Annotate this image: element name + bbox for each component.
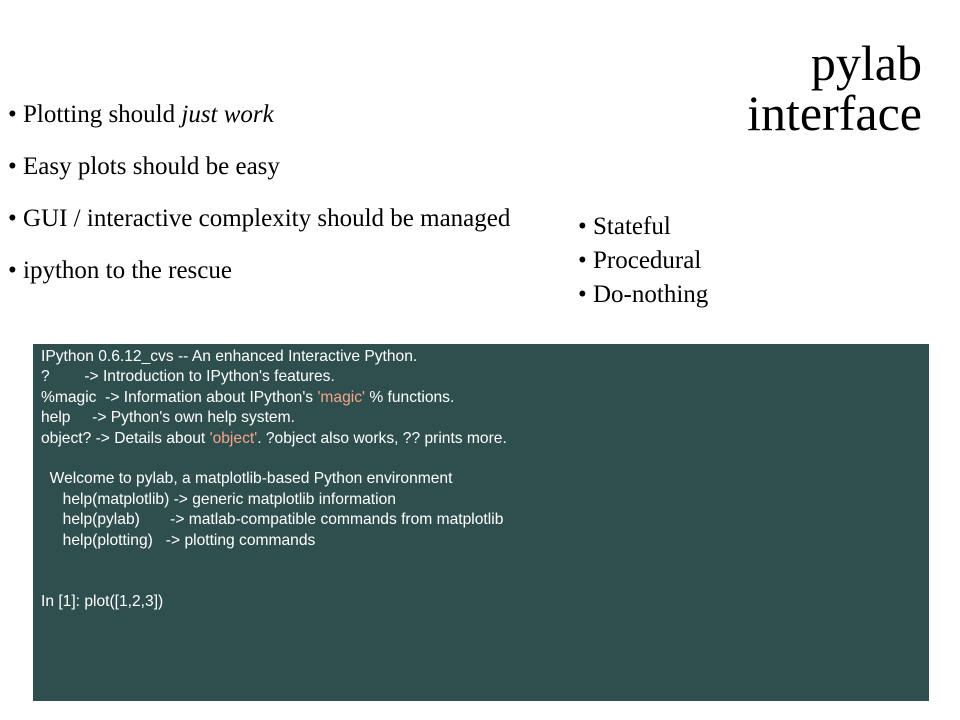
property-bullet-list <box>578 210 708 312</box>
terminal-object-line <box>41 429 929 449</box>
terminal-blank-line <box>41 449 929 469</box>
terminal-help-line: help -> Python's own help system. <box>41 409 295 427</box>
terminal-help-matplotlib-line: help(matplotlib) -> generic matplotlib information <box>41 490 396 508</box>
bullet-easy-plots: • Easy plots should be easy <box>8 153 280 180</box>
bullet-do-nothing: • Do-nothing <box>578 281 709 308</box>
slide-title <box>747 35 922 141</box>
ipython-terminal <box>33 344 929 701</box>
terminal-welcome-line: Welcome to pylab, a matplotlib-based Python environment <box>41 470 453 488</box>
terminal-banner-line: IPython 0.6.12_cvs -- An enhanced Interactive Python. <box>41 348 418 365</box>
object-string: 'object' <box>209 429 258 447</box>
terminal-magic-line <box>41 388 929 408</box>
title-line-2: interface <box>747 85 922 141</box>
magic-line-suffix: % functions. <box>365 388 455 406</box>
bullet-gui-complexity: • GUI / interactive complexity should be managed <box>8 205 511 232</box>
terminal-help-plotting-line: help(plotting) -> plotting commands <box>41 531 316 549</box>
bullet-stateful: • Stateful <box>578 213 671 240</box>
terminal-blank-line <box>41 571 929 591</box>
object-line-text: object? -> Details about <box>41 429 210 447</box>
bullet-plotting-text: • Plotting should <box>8 101 182 128</box>
bullet-plotting <box>8 100 538 129</box>
magic-line-text: %magic -> Information about IPython's <box>41 388 318 406</box>
title-line-1: pylab <box>810 35 922 91</box>
feature-bullet-list <box>8 100 538 308</box>
bullet-plotting-emphasis: just work <box>181 101 274 128</box>
bullet-ipython: • ipython to the rescue <box>8 257 232 284</box>
terminal-help-pylab-line: help(pylab) -> matlab-compatible commands from matplotlib <box>41 511 504 529</box>
magic-string: 'magic' <box>317 388 366 406</box>
object-line-suffix: . ?object also works, ?? prints more. <box>257 429 507 447</box>
terminal-blank-line <box>41 551 929 571</box>
terminal-help-intro-line: ? -> Introduction to IPython's features. <box>41 368 335 386</box>
terminal-input-prompt[interactable]: In [1]: plot([1,2,3]) <box>41 592 164 610</box>
bullet-procedural: • Procedural <box>578 247 702 274</box>
